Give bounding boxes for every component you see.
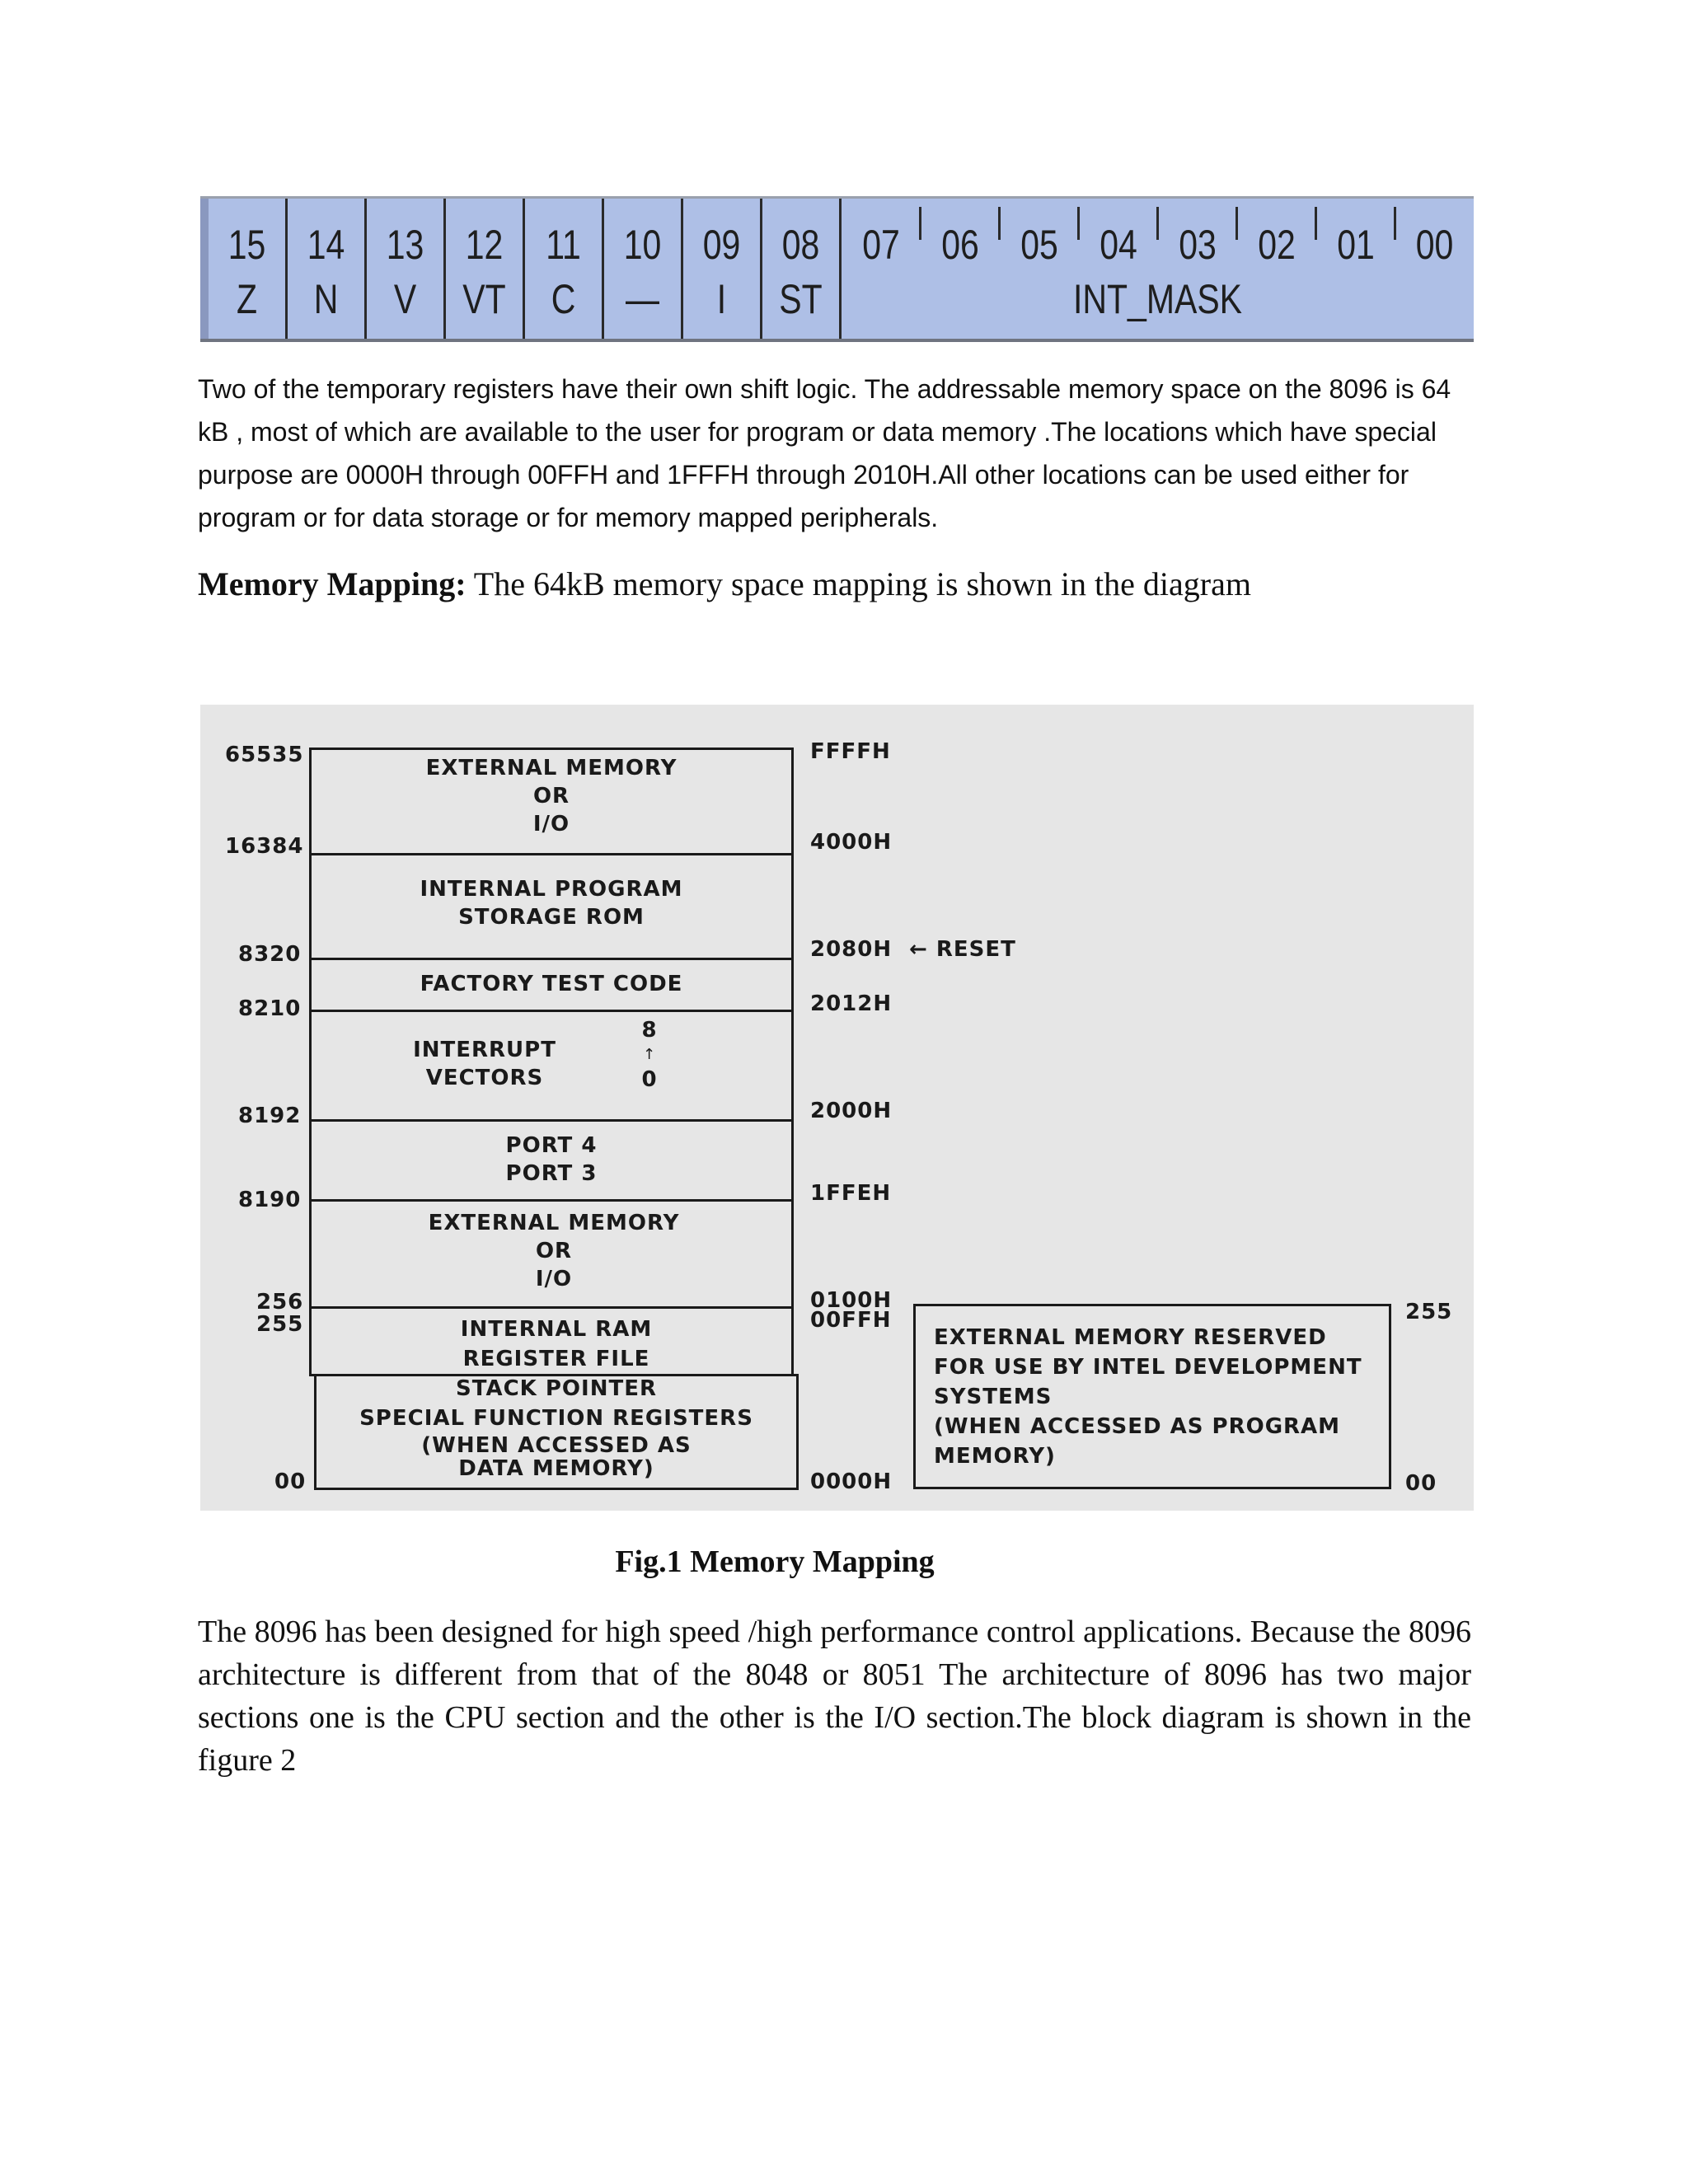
heading-rest: The 64kB memory space mapping is shown in the diagram [466,565,1251,602]
vector-range-bottom: 0 [641,1067,658,1092]
addr-decimal-8192: 8192 [238,1104,302,1128]
map-right-border-lower [796,1374,799,1488]
memory-mapping-heading [198,563,1484,606]
block-line: I/O [532,812,570,837]
bit-label: C [551,276,576,322]
block-line: OR [532,784,570,808]
bit-cell-15 [209,199,288,339]
closing-paragraph: The 8096 has been designed for high speed /high performance control applications. Because the 8096 architecture is different from that of the 8048 or 8051 The architecture of 8096 has two major sections one is the CPU section and the other is the I/O section.The block diagram is shown in the figure 2 [198,1615,1471,1778]
bit-cell-13 [367,199,446,339]
boundary-16384 [309,853,794,855]
bit-number: 15 [227,222,266,268]
up-arrow-icon: ↑ [642,1046,657,1063]
block-line: I/O [535,1267,573,1291]
bit-label: N [313,276,339,322]
addr-hex-FFFFH: FFFFH [810,739,891,764]
bit-number: 03 [1179,222,1217,268]
bit-label: VT [462,276,506,322]
vector-range-top: 8 [641,1018,658,1043]
reserved-line: MEMORY) [934,1444,1056,1469]
bit-divider [1077,207,1080,240]
block-line: REGISTER FILE [462,1347,650,1371]
block-line: INTERRUPT [413,1038,556,1062]
bit-cell-00 [1395,199,1474,269]
bit-number: 09 [702,222,741,268]
addr-hex-0100H: 0100H [810,1288,893,1313]
bit-cell-01 [1316,199,1395,269]
addr-hex-00FFH: 00FFH [810,1308,892,1333]
bit-number: 08 [781,222,820,268]
bit-cell-11 [525,199,604,339]
addr-hex-1FFEH: 1FFEH [810,1181,892,1206]
int-mask-label: INT_MASK [1072,276,1243,322]
block-line: OR [535,1239,573,1263]
addr-decimal-8320: 8320 [238,942,302,967]
bit-cell-04 [1079,199,1158,269]
block-line: EXTERNAL MEMORY [428,1211,680,1235]
block-external-memory-lower [312,1209,796,1293]
bit-divider [1394,207,1396,240]
psw-register-table [200,196,1474,342]
block-line: PORT 4 [505,1133,598,1158]
addr-hex-4000H: 4000H [810,830,893,855]
bit-cell-06 [921,199,1000,269]
bit-label: Z [236,276,258,322]
block-ports [312,1132,791,1188]
addr-decimal-65535: 65535 [225,743,304,767]
block-line: EXTERNAL MEMORY [425,756,678,780]
memory-map-diagram [200,705,1474,1511]
addr-decimal-255: 255 [256,1312,304,1337]
bit-number: 02 [1258,222,1296,268]
block-interrupt-vectors [353,1036,617,1092]
bit-number: 10 [623,222,662,268]
bit-label: V [393,276,417,322]
addr-decimal-256: 256 [256,1290,304,1315]
addr-decimal-00: 00 [274,1469,307,1494]
block-line: FACTORY TEST CODE [420,972,683,996]
block-factory-test-code [312,970,791,998]
boundary-00 [314,1488,799,1490]
block-line: DATA MEMORY) [458,1456,654,1481]
bit-divider [998,207,1001,240]
heading-bold: Memory Mapping: [198,565,467,602]
figure-caption: Fig.1 Memory Mapping [615,1544,935,1579]
addr-hex-0000H: 0000H [810,1469,893,1494]
reserved-line: EXTERNAL MEMORY RESERVED [934,1325,1327,1350]
bit-cell-12 [446,199,525,339]
bit-number: 14 [307,222,345,268]
block-internal-ram [316,1315,796,1479]
boundary-8190 [309,1199,794,1202]
vector-range-indicator [625,1016,674,1094]
addr-decimal-8190: 8190 [238,1188,302,1212]
bit-cell-09 [683,199,762,339]
boundary-8320 [309,958,794,960]
bit-label: I [716,276,727,322]
boundary-65535 [309,748,794,750]
bit-number: 07 [862,222,900,268]
bit-cell-02 [1237,199,1316,269]
addr-hex-2080H: 2080H [810,937,893,962]
reset-label: ← RESET [909,937,1016,962]
reserved-line: SYSTEMS [934,1385,1053,1409]
reserved-memory-text [934,1323,1362,1471]
bit-number: 01 [1337,222,1375,268]
bit-number: 13 [386,222,424,268]
bit-number: 00 [1415,222,1454,268]
boundary-8192 [309,1119,794,1122]
bit-divider [919,207,921,240]
block-line: VECTORS [425,1066,544,1090]
bit-cell-05 [1000,199,1079,269]
bit-number: 11 [546,222,581,268]
bit-cell-10 [604,199,683,339]
boundary-8210 [309,1010,794,1012]
bit-cell-14 [288,199,367,339]
bit-divider [1156,207,1159,240]
block-external-memory-upper [312,754,791,838]
table-left-edge [200,199,209,339]
block-line: STACK POINTER [456,1376,657,1401]
block-line: SPECIAL FUNCTION REGISTERS [359,1406,753,1431]
bit-number: 04 [1100,222,1137,268]
bit-number: 06 [941,222,979,268]
block-internal-program-rom [312,875,791,931]
addr-hex-2012H: 2012H [810,991,893,1016]
bit-divider [1236,207,1238,240]
reserved-line: FOR USE BY INTEL DEVELOPMENT [934,1355,1362,1380]
bit-number: 05 [1020,222,1058,268]
block-line: STORAGE ROM [458,905,645,930]
block-line: PORT 3 [505,1161,598,1186]
intro-paragraph: Two of the temporary registers have their own shift logic. The addressable memory space on the 8096 is 64 kB , most of which are available to the user for program or data memory .The locations which have special purpose are 0000H through 00FFH and 1FFFH through 2010H.All other locations can be used either for program or for data storage or for memory mapped peripherals. [198,374,1451,532]
addr-decimal-16384: 16384 [225,834,304,859]
bit-cell-03 [1158,199,1237,269]
reserved-line: (WHEN ACCESSED AS PROGRAM [934,1414,1341,1439]
bit-divider [1315,207,1317,240]
bit-label: — [626,276,659,322]
reserved-top-label: 255 [1405,1300,1453,1324]
block-line: (WHEN ACCESSED AS [421,1433,692,1458]
block-line: INTERNAL PROGRAM [420,877,683,902]
block-line: INTERNAL RAM [460,1317,653,1342]
bit-cell-07 [842,199,921,269]
addr-hex-2000H: 2000H [810,1099,893,1123]
bit-label: ST [779,276,823,322]
bit-number: 12 [465,222,504,268]
bit-cell-08 [762,199,842,339]
addr-decimal-8210: 8210 [238,996,302,1021]
boundary-256 [309,1306,794,1309]
reserved-bottom-label: 00 [1405,1471,1437,1496]
